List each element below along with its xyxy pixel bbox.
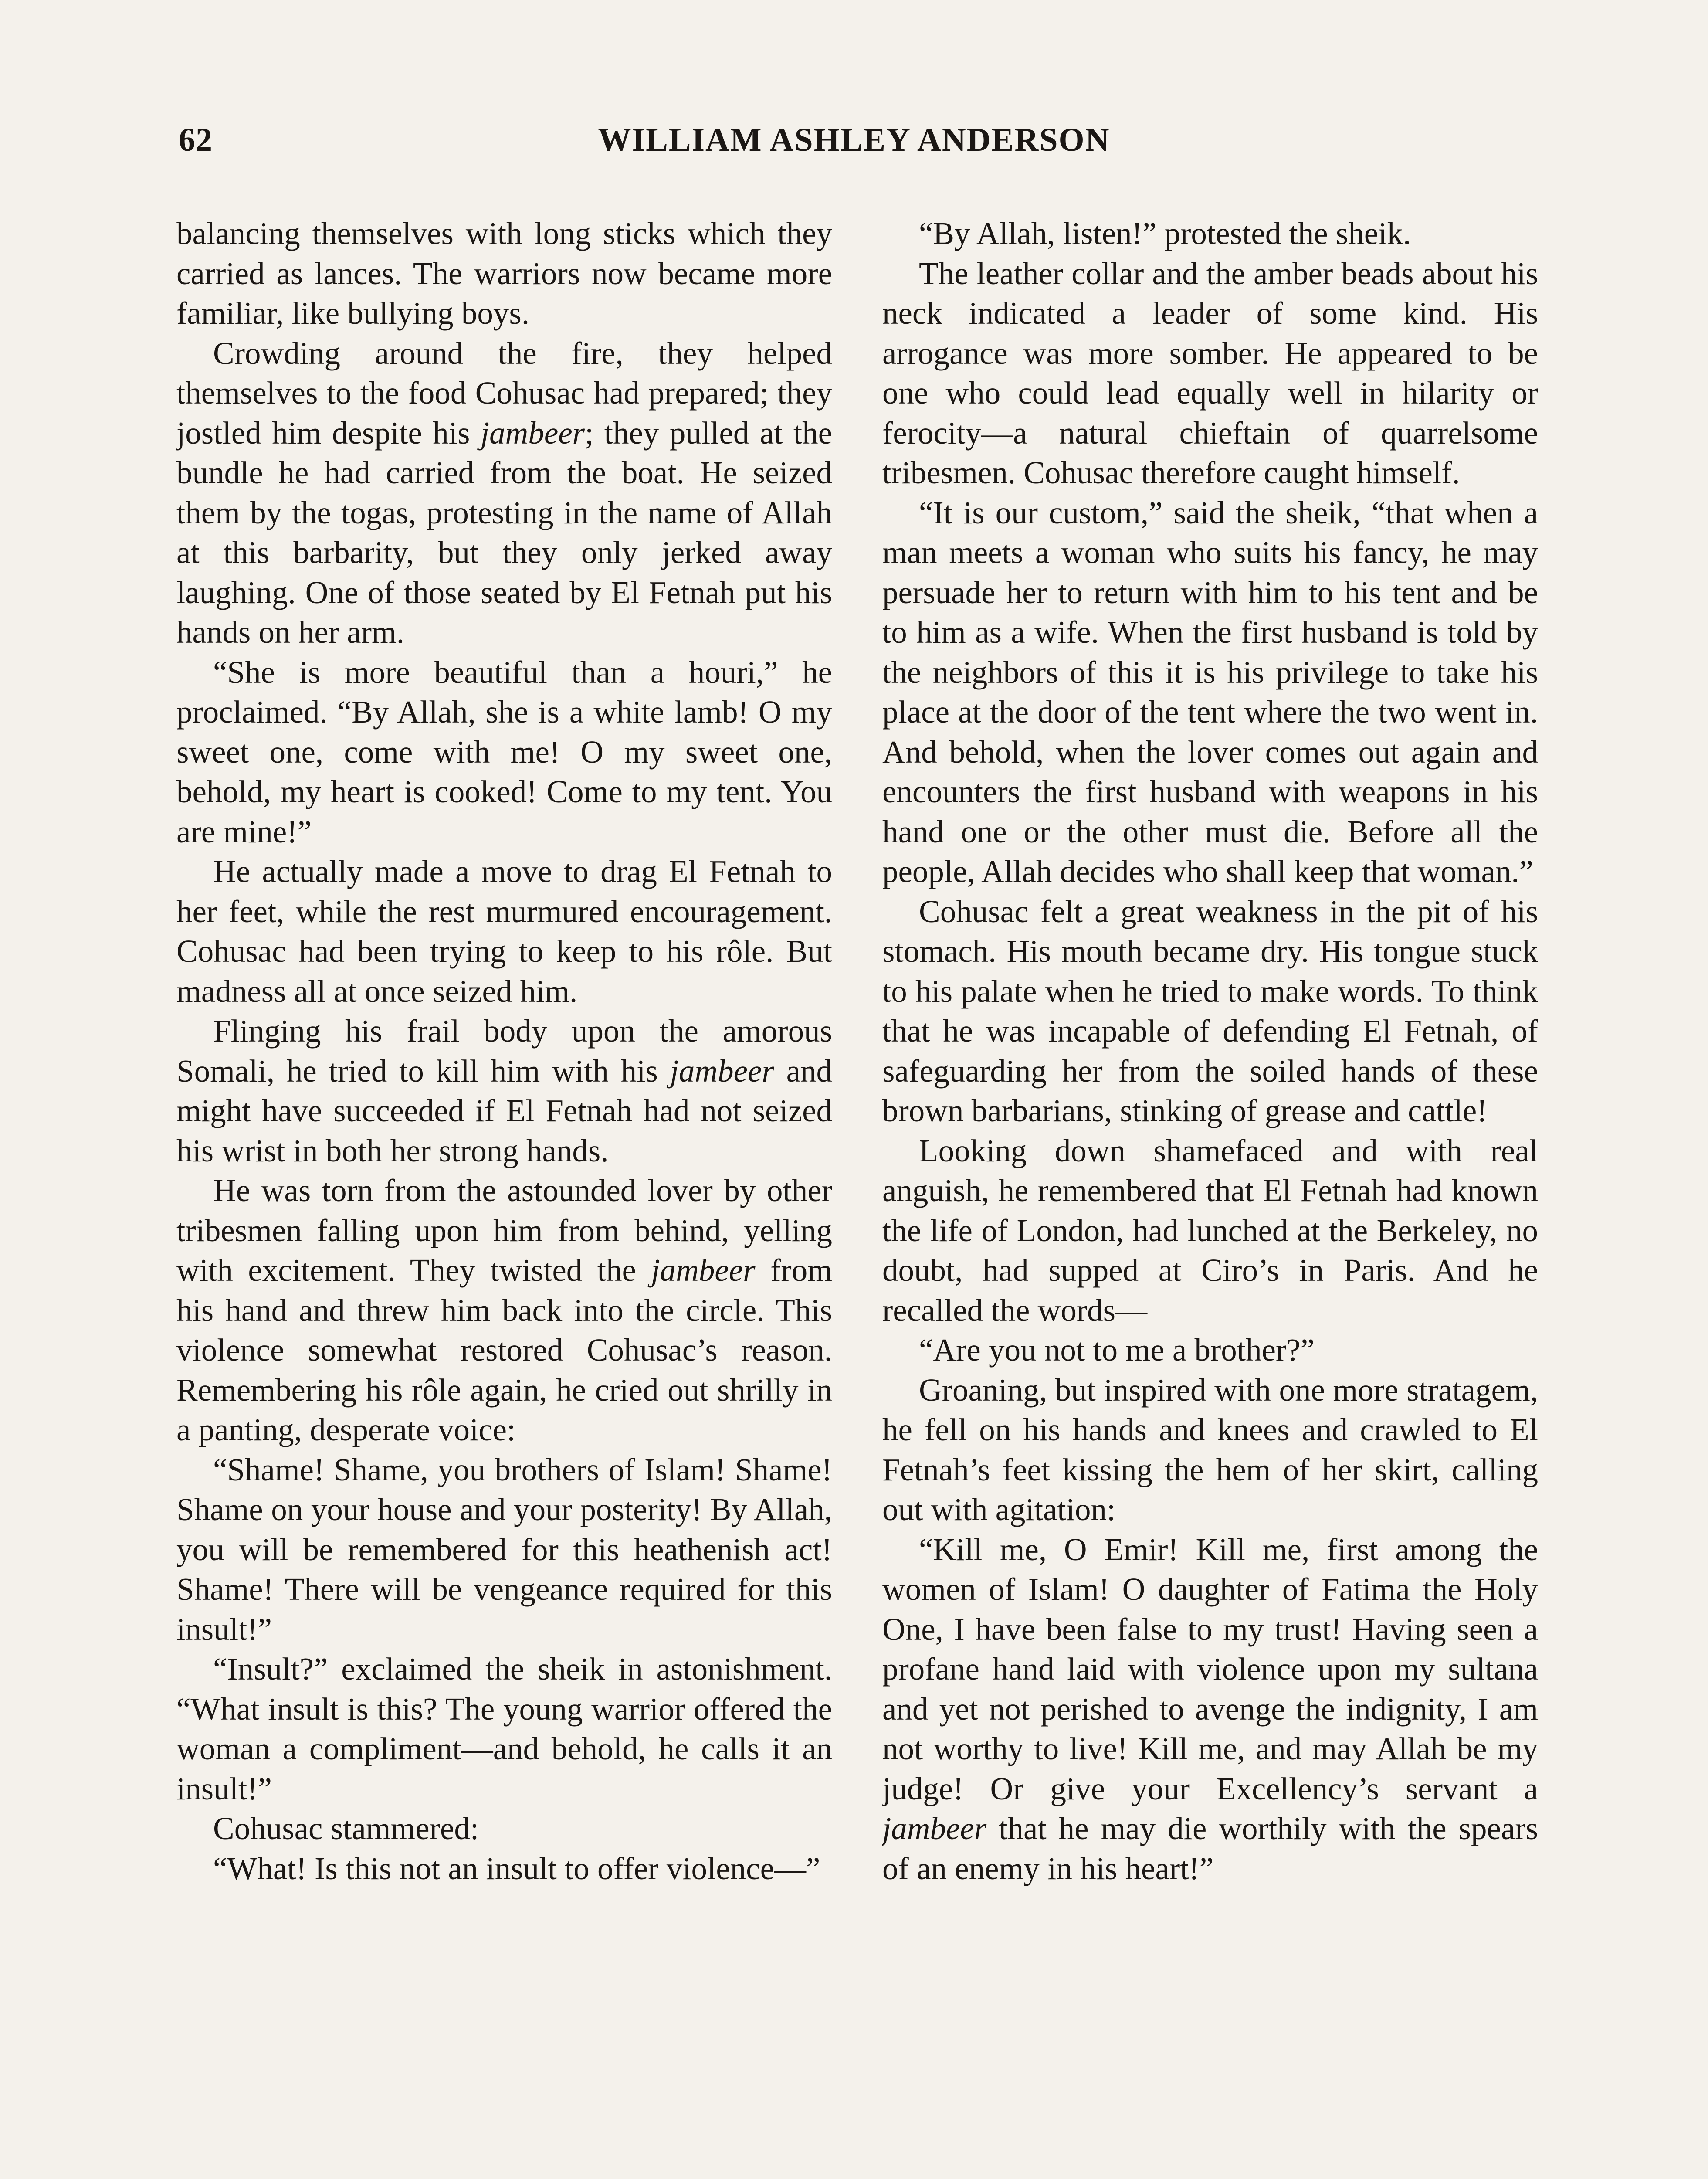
italic-term: jambeer (651, 1252, 756, 1288)
italic-term: jambeer (882, 1811, 987, 1846)
paragraph: “It is our custom,” said the sheik, “that when a man meets a woman who suits his fancy, he may persuade her to return with him to his tent and be to him as a wife. When the first husband is told by the neighbors of this it is his privilege to take his place at the door of the tent where the two went in. And behold, when the lover comes out again and encounters the first husband with weapons in his hand one or the other must die. Before all the people, Allah decides who shall keep that woman.” (882, 495, 1538, 889)
paragraph: balancing themselves with long sticks which they carried as lances. The warriors now became more familiar, like bullying boys. (176, 216, 832, 331)
paragraph: “Kill me, O Emir! Kill me, first among the women of Islam! O daughter of Fatima the Holy One, I have been false to my trust! Having seen a profane hand laid with violence upon my sultana and yet not perished to avenge the indignity, I am not worthy to live! Kill me, and may Allah be my judge! Or give your Excellency’s servant a jambeer that he may die worthily with the spears of an enemy in his heart!” (882, 1531, 1538, 1886)
italic-term: jambeer (480, 415, 585, 451)
left-text-column (176, 214, 832, 2179)
paragraph: “Insult?” exclaimed the sheik in astonishment. “What insult is this? The young warrior offered the woman a compliment—and behold, he calls it an insult!” (176, 1651, 832, 1806)
paragraph: Groaning, but inspired with one more stratagem, he fell on his hands and knees and crawled to El Fetnah’s feet kissing the hem of her skirt, calling out with agitation: (882, 1372, 1538, 1527)
running-title: WILLIAM ASHLEY ANDERSON (598, 122, 1110, 158)
paragraph: “By Allah, listen!” protested the sheik. (919, 216, 1411, 251)
paragraph: Looking down shamefaced and with real anguish, he remembered that El Fetnah had known the life of London, had lunched at the Berkeley, no doubt, had supped at Ciro’s in Paris. And he recalled the words— (882, 1133, 1538, 1328)
paragraph: Cohusac felt a great weakness in the pit of his stomach. His mouth became dry. His tongue stuck to his palate when he tried to make words. To think that he was incapable of defending El Fetnah, of safeguarding her from the soiled hands of these brown barbarians, stinking of grease and cattle! (882, 893, 1538, 1128)
paragraph: Flinging his frail body upon the amorous Somali, he tried to kill him with his jambeer and might have succeeded if El Fetnah had not seized his wrist in both her strong hands. (176, 1013, 832, 1168)
paragraph: Cohusac stammered: (213, 1811, 479, 1846)
paragraph: “Are you not to me a brother?” (919, 1332, 1315, 1368)
paragraph: “She is more beautiful than a houri,” he proclaimed. “By Allah, she is a white lamb! O my sweet one, come with me! O my sweet one, behold, my heart is cooked! Come to my tent. You are mine!” (176, 654, 832, 849)
paragraph: Crowding around the fire, they helped themselves to the food Cohusac had prepared; they jostled him despite his jambeer; they pulled at the bundle he had carried from the boat. He seized them by the togas, protesting in the name of Allah at this barbarity, but they only jerked away laughing. One of those seated by El Fetnah put his hands on her arm. (176, 335, 832, 650)
right-text-column (882, 214, 1538, 2179)
paragraph: He was torn from the astounded lover by other tribesmen falling upon him from behind, yelling with excitement. They twisted the jambeer from his hand and threw him back into the circle. This violence somewhat restored Cohusac’s reason. Remembering his rôle again, he cried out shrilly in a panting, desperate voice: (176, 1173, 832, 1447)
paragraph: “Shame! Shame, you brothers of Islam! Shame! Shame on your house and your posterity! By Allah, you will be remembered for this heathenish act! Shame! There will be vengeance required for this insult!” (176, 1452, 832, 1647)
paragraph: “What! Is this not an insult to offer violence—” (213, 1850, 820, 1886)
paragraph: The leather collar and the amber beads about his neck indicated a leader of some kind. His arrogance was more somber. He appeared to be one who could lead equally well in hilarity or ferocity—a natural chieftain of quarrelsome tribesmen. Cohusac therefore caught himself. (882, 255, 1538, 490)
page-number: 62 (179, 122, 213, 158)
paragraph: He actually made a move to drag El Fetnah to her feet, while the rest murmured encouragement. Cohusac had been trying to keep to his rôle. But madness all at once seized him. (176, 854, 832, 1009)
italic-term: jambeer (670, 1053, 774, 1089)
